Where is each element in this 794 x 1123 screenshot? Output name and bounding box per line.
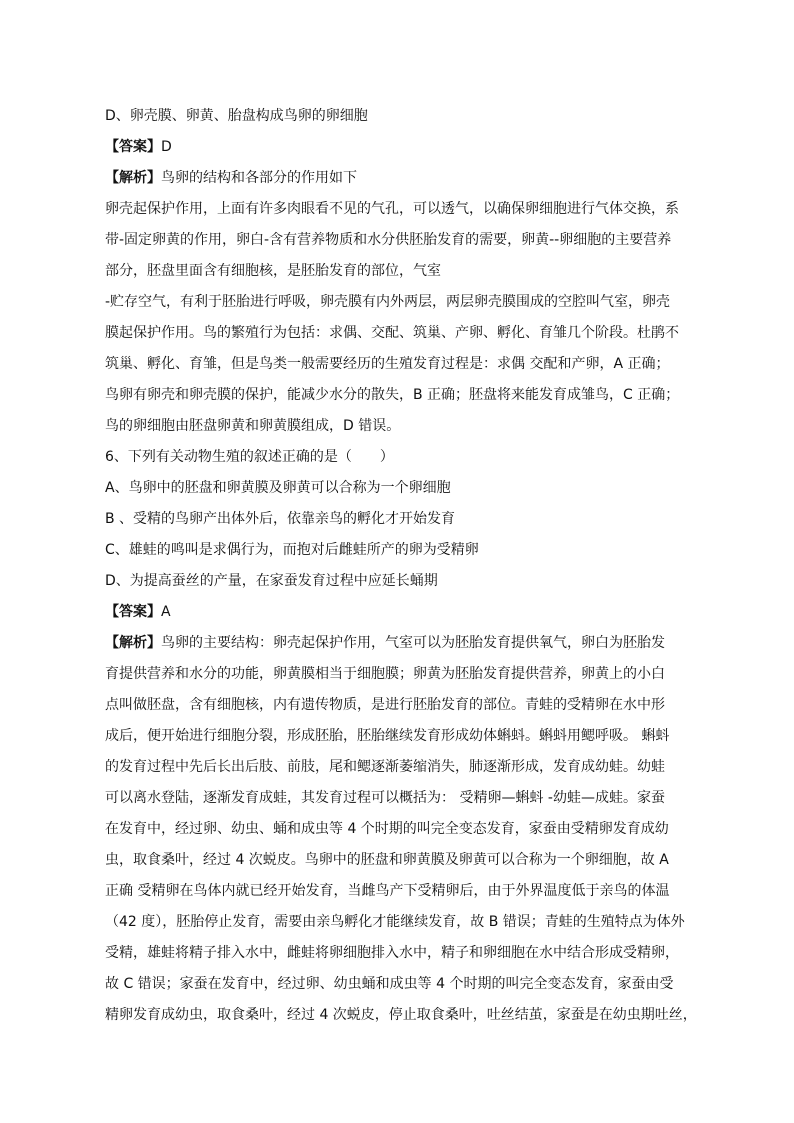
q6-analysis-line: 受精，雄蛙将精子排入水中，雌蛙将卵细胞排入水中，精子和卵细胞在水中结合形成受精卵， (105, 945, 679, 961)
q5-analysis-line: 带-固定卵黄的作用，卵白-含有营养物质和水分供胚胎发育的需要，卵黄--卵细胞的主要营养 (105, 232, 672, 248)
q6-question: 6、下列有关动物生殖的叙述正确的是（ ） (105, 449, 394, 465)
q6-option-a: A、鸟卵中的胚盘和卵黄膜及卵黄可以合称为一个卵细胞 (105, 480, 451, 496)
q6-option-c: C、雄蛙的鸣叫是求偶行为，而抱对后雌蛙所产的卵为受精卵 (105, 542, 479, 558)
answer-label: 【答案】 (105, 139, 161, 155)
q5-analysis-line: 卵壳起保护作用，上面有许多肉眼看不见的气孔，可以透气，以确保卵细胞进行气体交换，系 (105, 201, 679, 217)
q6-analysis-line: 点叫做胚盘，含有细胞核，内有遗传物质，是进行胚胎发育的部位。青蛙的受精卵在水中形 (105, 697, 665, 713)
q6-option-b: B 、受精的鸟卵产出体外后，依靠亲鸟的孵化才开始发育 (105, 511, 456, 527)
q6-option-d: D、为提高蚕丝的产量，在家蚕发育过程中应延长蛹期 (105, 573, 438, 589)
q5-analysis-line: -贮存空气，有利于胚胎进行呼吸，卵壳膜有内外两层，两层卵壳膜围成的空腔叫气室，卵壳 (105, 294, 671, 310)
q5-analysis-line: 筑巢、孵化、育雏，但是鸟类一般需要经历的生殖发育过程是：求偶 交配和产卵，A 正确； (105, 356, 670, 372)
q5-analysis-line: 部分，胚盘里面含有细胞核，是胚胎发育的部位，气室 (105, 263, 441, 279)
q5-analysis-line: 鸟卵有卵壳和卵壳膜的保护，能减少水分的散失，B 正确；胚盘将来能发育成雏鸟，C 正确； (105, 387, 680, 403)
q6-analysis-line: 成后，便开始进行细胞分裂，形成胚胎，胚胎继续发育形成幼体蝌蚪。蝌蚪用鳃呼吸。 蝌蚪 (105, 728, 670, 744)
analysis-label: 【解析】 (105, 170, 161, 186)
q6-analysis-line: 育提供营养和水分的功能，卵黄膜相当于细胞膜；卵黄为胚胎发育提供营养，卵黄上的小白 (105, 666, 665, 682)
q5-analysis-line: 【解析】鸟卵的结构和各部分的作用如下 (105, 170, 357, 186)
q6-analysis-line: 故 C 错误；家蚕在发育中，经过卵、幼虫蛹和成虫等 4 个时期的叫完全变态发育，家蚕由受 (105, 976, 674, 992)
answer-value: A (161, 604, 171, 620)
q6-analysis-line: 的发育过程中先后长出后肢、前肢，尾和鳃逐渐萎缩消失，肺逐渐形成，发育成幼蛙。幼蛙 (105, 759, 665, 775)
q5-analysis-line: 膜起保护作用。鸟的繁殖行为包括：求偶、交配、筑巢、产卵、孵化、育雏几个阶段。杜鹃不 (105, 325, 679, 341)
q5-answer (105, 132, 699, 163)
answer-label: 【答案】 (105, 604, 161, 620)
analysis-label: 【解析】 (105, 635, 161, 651)
q6-analysis-line: 虫，取食桑叶，经过 4 次蜕皮。鸟卵中的胚盘和卵黄膜及卵黄可以合称为一个卵细胞，故 A (105, 852, 669, 868)
q6-analysis-line: 可以离水登陆，逐渐发育成蛙，其发育过程可以概括为： 受精卵—蝌蚪 -幼蛙—成蛙。家蚕 (105, 790, 665, 806)
q6-analysis-line: 正确 受精卵在鸟体内就已经开始发育，当雌鸟产下受精卵后，由于外界温度低于亲鸟的体温 (105, 883, 670, 899)
q6-analysis-line: 在发育中，经过卵、幼虫、蛹和成虫等 4 个时期的叫完全变态发育，家蚕由受精卵发育成幼 (105, 821, 669, 837)
answer-value: D (161, 139, 172, 155)
q5-analysis-line: 鸟的卵细胞由胚盘卵黄和卵黄膜组成，D 错误。 (105, 418, 401, 434)
q6-analysis-line: 精卵发育成幼虫，取食桑叶，经过 4 次蜕皮，停止取食桑叶，吐丝结茧，家蚕是在幼虫期吐丝， (105, 1007, 697, 1023)
q6-analysis-line: （42 度），胚胎停止发育，需要由亲鸟孵化才能继续发育，故 B 错误；青蛙的生殖特点为体外 (105, 914, 685, 930)
q6-analysis-line: 【解析】鸟卵的主要结构：卵壳起保护作用，气室可以为胚胎发育提供氧气，卵白为胚胎发 (105, 635, 665, 651)
q6-answer (105, 597, 699, 628)
q5-option-d: D、卵壳膜、卵黄、胎盘构成鸟卵的卵细胞 (105, 108, 368, 124)
